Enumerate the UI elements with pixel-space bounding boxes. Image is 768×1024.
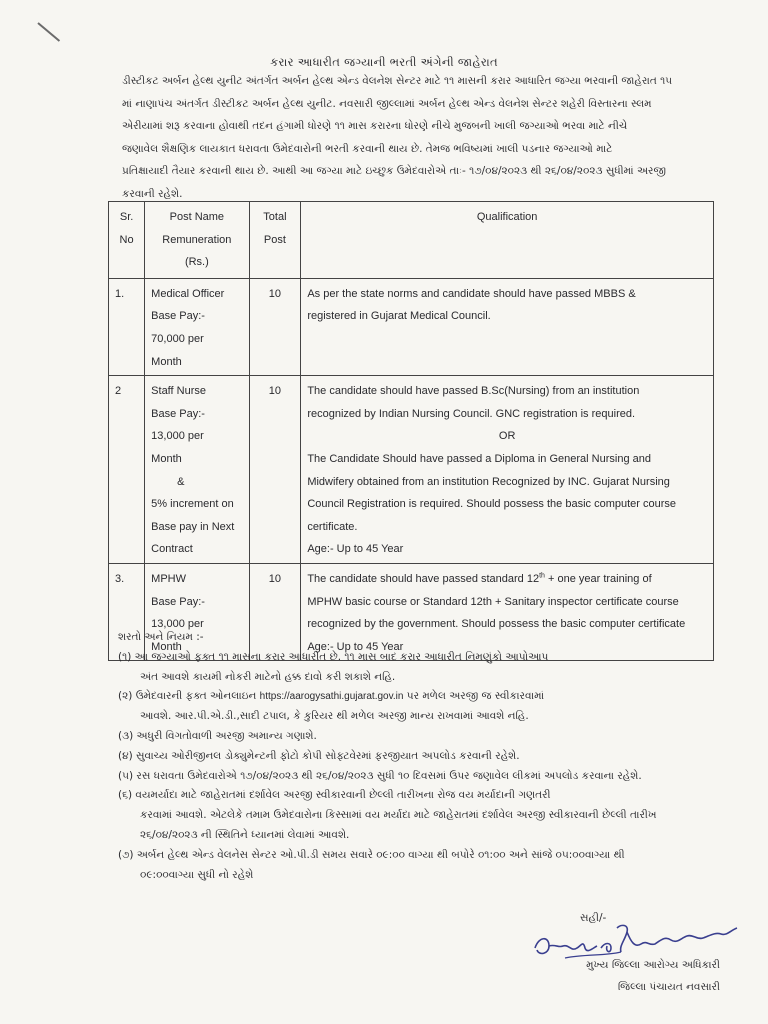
qualification-suffix: + one year training of <box>544 572 652 585</box>
superscript-th: th <box>539 572 545 580</box>
row-sr <box>109 278 145 375</box>
qualification-line: Age:- Up to 45 Year <box>307 543 404 556</box>
row-post <box>145 376 249 564</box>
table-row <box>109 376 714 564</box>
officer-office: જિલ્લા પંચાયત નવસારી <box>617 981 720 993</box>
header-sr-line: No <box>119 233 134 246</box>
post-line: Month <box>151 452 182 465</box>
post-line: 13,000 per <box>151 618 204 631</box>
term-text: (૨) ઉમેદવારની ફક્ત ઓનલાઇન <box>118 690 260 703</box>
term-text: પર મળેલ અરજી જ સ્વીકારવામાં <box>403 690 545 703</box>
header-total-line: Post <box>263 233 286 246</box>
qualification-line: recognized by the government. Should possess the basic computer certificate <box>307 618 686 631</box>
term-item: (૧) આ જગ્યાઓ ફક્ત ૧૧ માસના કરાર આધારીત છે. ૧૧ માસ બાદ કરાર આધારીત નિમણુંકો આપોઆપ <box>118 650 549 663</box>
intro-line: જણાવેલ શૈક્ષણિક લાયકાત ધરાવતા ઉમેદવારોની ભરતી કરવાની થાય છે. તેમજ ભવિષ્યમાં ખાલી પડનાર જગ્યાઓ માટે <box>122 142 613 155</box>
term-item: (૪) સુવાચ્ય ઓરીજીનલ ડોક્યુમેન્ટની ફોટો કોપી સોફ્ટવેરમાં ફરજીયાત અપલોડ કરવાની રહેશે. <box>118 749 520 762</box>
intro-line: કરવાની રહેશે. <box>122 187 183 200</box>
header-sr <box>109 202 145 279</box>
header-total-line: Total <box>263 211 287 223</box>
post-line: Contract <box>151 543 193 556</box>
post-line: 5% increment on <box>151 498 234 511</box>
terms-section <box>118 628 728 885</box>
pen-mark <box>37 22 60 42</box>
post-line: 70,000 per <box>151 332 204 345</box>
post-line: 13,000 per <box>151 430 204 443</box>
qualification-line <box>307 568 707 591</box>
term-item: (૬) વયમર્યાદા માટે જાહેરાતમાં દર્શાવેલ અરજી સ્વીકારવાની છેલ્લી તારીખના રોજ વય મર્યાદાની ગણતરી <box>118 789 551 802</box>
row-sr-text: 2 <box>115 385 122 398</box>
qualification-line: MPHW basic course or Standard 12th + Sanitary inspector certificate course <box>307 595 679 608</box>
intro-line: પ્રતિક્ષાયાદી તૈયાર કરવાની થાય છે. આથી આ જગ્યા માટે ઇચ્છુક ઉમેદવારોએ તાઃ- ૧૭/૦૪/૨૦૨૩ થી ૨૬/૦૪/૨૦૨૩ સુધીમાં અરજી <box>122 165 666 178</box>
term-item-cont: ૦૯:૦૦વાગ્યા સુધી નો રહેશે <box>140 868 254 881</box>
row-post <box>145 278 249 375</box>
qualification-line: The Candidate Should have passed a Diploma in General Nursing and <box>307 452 651 465</box>
intro-line: એરીયામાં શરૂ કરવાના હોવાથી તદન હંગામી ધોરણે ૧૧ માસ કરારના ધોરણે નીચે મુજબની ખાલી જગ્યાઓ ભરવા માટે નીચે <box>122 120 628 133</box>
row-sr-text: 3. <box>115 572 125 585</box>
intro-line: ડીસ્ટીકટ અર્બન હેલ્થ યુનીટ અંતર્ગત અર્બન હેલ્થ એન્ડ વેલનેશ સેન્ટર માટે ૧૧ માસની કરાર આધારિત જગ્યા ભરવાની જાહેરાત ૧૫ <box>122 75 673 87</box>
posts-table <box>108 201 714 661</box>
qualification-line: As per the state norms and candidate should have passed MBBS & <box>307 287 636 300</box>
header-post-line: Remuneration <box>162 233 232 246</box>
qualification-line: certificate. <box>307 520 358 533</box>
row-total-text: 10 <box>268 287 282 300</box>
term-item-cont: આવશે. આર.પી.એ.ડી.,સાદી ટપાલ, કે કુરિયર થી મળેલ અરજી માન્ય રાખવામાં આવશે નહિ. <box>140 710 529 723</box>
term-item: (૫) રસ ધરાવતા ઉમેદવારોએ ૧૭/૦૪/૨૦૨૩ થી ૨૬/૦૪/૨૦૨૩ સુધી ૧૦ દિવસમાં ઉપર જણાવેલ લીકમાં અપલોડ કરવાના રહેશે. <box>118 769 642 782</box>
term-item-cont: કરવામાં આવશે. એટલેકે તમામ ઉમેદવારોના કિસ્સામાં વય મર્યાદા માટે જાહેરાતમાં દર્શાવેલ અરજી સ્વીકારવાની છેલ્લી તારીખ <box>140 809 657 822</box>
post-line: & <box>177 475 185 488</box>
post-line: Base Pay:- <box>151 407 205 420</box>
terms-heading: શરતો અને નિયમ :- <box>118 631 204 643</box>
portal-link[interactable]: https://aarogysathi.gujarat.gov.in <box>259 691 404 703</box>
row-total <box>249 278 301 375</box>
qualification-or: OR <box>498 430 516 443</box>
page-title: કરાર આધારીત જગ્યાની ભરતી અંગેની જાહેરાત <box>270 55 498 69</box>
table-row <box>109 278 714 375</box>
row-qualification <box>301 278 714 375</box>
qualification-prefix: The candidate should have passed standard 12 <box>307 572 540 585</box>
header-post <box>145 202 249 279</box>
qualification-line: Council Registration is required. Should possess the basic computer course <box>307 498 677 511</box>
intro-line: માં નાણાપંચ અંતર્ગત ડીસ્ટીકટ અર્બન હેલ્થ યુનીટ. નવસારી જીલ્લામાં અર્બન હેલ્થ એન્ડ વેલનેશ સેન્ટર શહેરી વિસ્તારના સ્લમ <box>122 97 652 110</box>
post-line: Month <box>151 640 182 653</box>
row-total <box>249 376 301 564</box>
row-qualification <box>301 376 714 564</box>
qualification-line: Midwifery obtained from an institution Recognized by INC. Gujarat Nursing <box>307 475 670 488</box>
term-item-cont: ૨૬/૦૪/૨૦૨૩ ની સ્થિતિને ધ્યાનમાં લેવામાં આવશે. <box>140 828 350 841</box>
post-line: Base Pay:- <box>151 595 205 608</box>
intro-paragraph <box>122 70 718 206</box>
post-line: Base pay in Next <box>151 520 235 533</box>
signature-officer <box>560 954 720 998</box>
term-item <box>118 687 728 707</box>
header-post-line: Post Name <box>169 211 225 223</box>
qualification-line: registered in Gujarat Medical Council. <box>307 310 491 323</box>
post-line: Month <box>151 355 182 368</box>
table-header-row <box>109 202 714 279</box>
post-line: Medical Officer <box>151 287 225 300</box>
post-line: Staff Nurse <box>151 385 206 398</box>
post-line: Base Pay:- <box>151 310 205 323</box>
row-total-text: 10 <box>268 385 282 398</box>
term-item: (૭) અર્બન હેલ્થ એન્ડ વેલનેસ સેન્ટર ઓ.પી.ડી સમય સવારે ૦૯:૦૦ વાગ્યા થી બપોરે ૦૧:૦૦ અને સાંજે ૦૫:૦૦વાગ્યા થી <box>118 848 625 861</box>
post-line: MPHW <box>151 572 186 585</box>
qualification-line: recognized by Indian Nursing Council. GNC registration is required. <box>307 407 636 420</box>
officer-title: મુખ્ય જિલ્લા આરોગ્ય અધિકારી <box>586 959 720 971</box>
qualification-line: Age:- Up to 45 Year <box>307 640 404 653</box>
header-qualification-label: Qualification <box>476 211 538 223</box>
term-item: (૩) અધુરી વિગતોવાળી અરજી અમાન્ય ગણાશે. <box>118 729 317 742</box>
row-sr <box>109 376 145 564</box>
qualification-line: The candidate should have passed B.Sc(Nursing) from an institution <box>307 385 640 398</box>
header-qualification <box>301 202 714 279</box>
term-item-cont: અંત આવશે કાયમી નોકરી માટેનો હક્ક દાવો કરી શકાશે નહિ. <box>140 670 396 683</box>
header-sr-line: Sr. <box>119 211 134 223</box>
header-total <box>249 202 301 279</box>
row-total-text: 10 <box>268 572 282 585</box>
row-sr-text: 1. <box>115 287 125 300</box>
signature-label: સહી/- <box>580 912 607 924</box>
header-post-line: (Rs.) <box>184 256 209 269</box>
